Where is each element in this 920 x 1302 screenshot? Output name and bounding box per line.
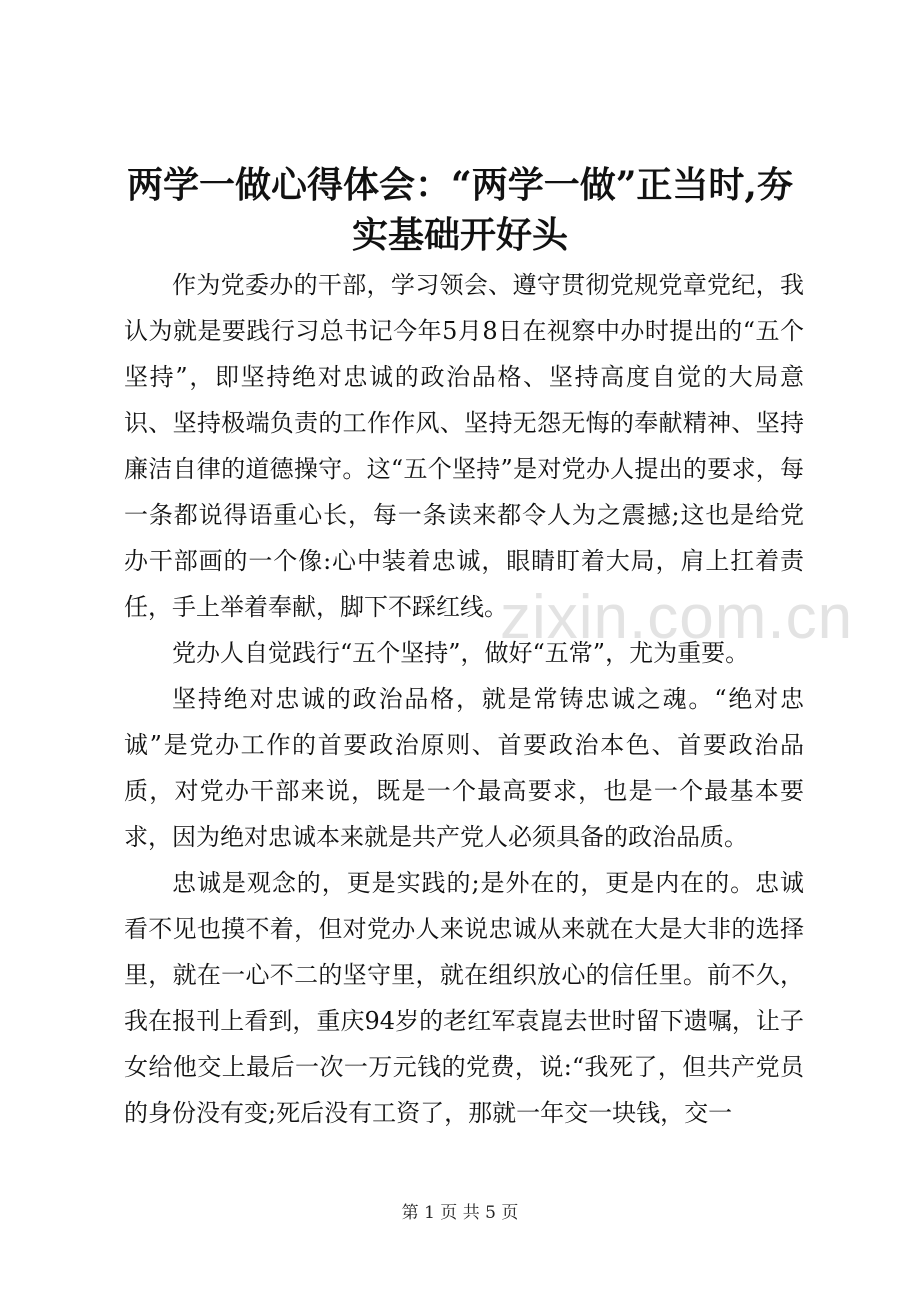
watermark: zixin.com.cn [500,583,854,652]
paragraph: 忠诚是观念的，更是实践的;是外在的，更是内在的。忠诚看不见也摸不着，但对党办人来说忠诚从来就在大是大非的选择里，就在一心不二的坚守里，就在组织放心的信任里。前不久，我在报刊上看到，重庆94岁的老红军袁崑去世时留下遗嘱，让子女给他交上最后一次一万元钱的党费，说:“我死了，但共产党员的身份没有变;死后没有工资了，那就一年交一块钱，交一 [124,869,804,1127]
document-title [110,160,810,260]
page-footer: 第 1 页 共 5 页 [401,1203,519,1223]
paragraph: 党办人自觉践行“五个坚持”，做好“五常”，尤为重要。 [172,639,750,667]
paragraph: 坚持绝对忠诚的政治品格，就是常铸忠诚之魂。“绝对忠诚”是党办工作的首要政治原则、首要政治本色、首要政治品质，对党办干部来说，既是一个最高要求，也是一个最基本要求，因为绝对忠诚本来就是共产党人必须具备的政治品质。 [124,685,804,851]
document-body [124,262,804,1136]
title-line-1: 两学一做心得体会：“两学一做”正当时,夯 [127,164,793,206]
paragraph: 作为党委办的干部，学习领会、遵守贯彻党规党章党纪，我认为就是要践行习总书记今年5月8日在视察中办时提出的“五个坚持”，即坚持绝对忠诚的政治品格、坚持高度自觉的大局意识、坚持极端负责的工作作风、坚持无怨无悔的奉献精神、坚持廉洁自律的道德操守。这“五个坚持”是对党办人提出的要求，每一条都说得语重心长，每一条读来都令人为之震撼;这也是给党办干部画的一个像:心中装着忠诚，眼睛盯着大局，肩上扛着责任，手上举着奉献，脚下不踩红线。 [124,271,804,621]
title-line-2: 实基础开好头 [351,214,568,256]
